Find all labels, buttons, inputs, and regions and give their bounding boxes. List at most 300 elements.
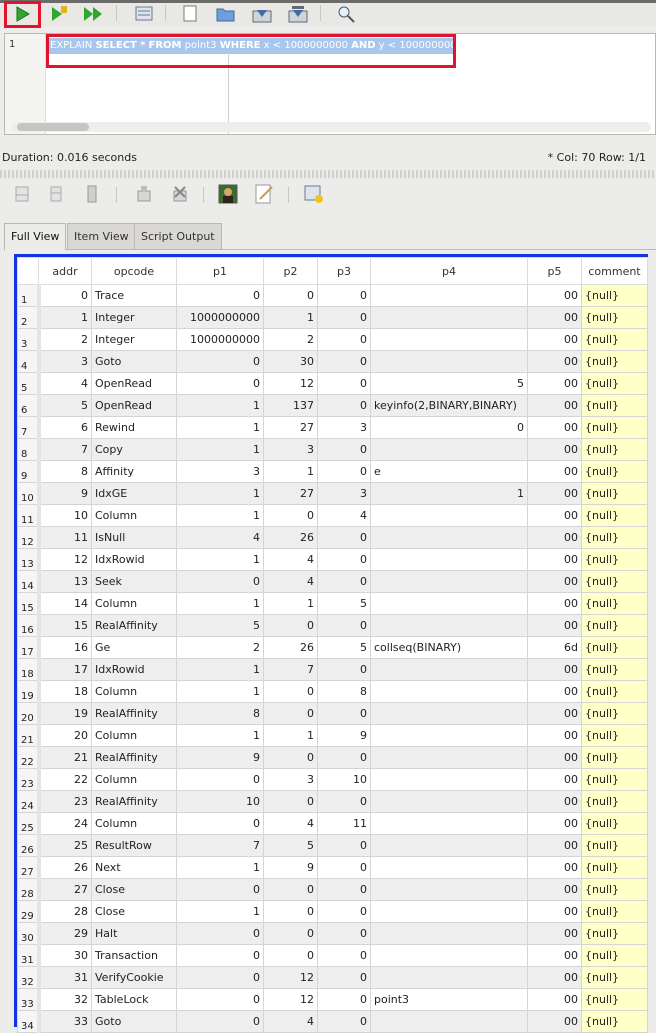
opcode-cell[interactable]: IdxRowid	[92, 659, 177, 681]
p4-cell[interactable]	[371, 615, 528, 637]
p3-cell[interactable]: 5	[318, 637, 371, 659]
addr-cell[interactable]: 9	[39, 483, 92, 505]
p2-header[interactable]: p2	[264, 258, 318, 285]
p4-cell[interactable]	[371, 791, 528, 813]
addr-cell[interactable]: 0	[39, 285, 92, 307]
p1-cell[interactable]: 4	[177, 527, 264, 549]
p5-cell[interactable]: 00	[528, 505, 582, 527]
table-row[interactable]	[18, 879, 648, 901]
p4-cell[interactable]	[371, 923, 528, 945]
p2-cell[interactable]: 3	[264, 769, 318, 791]
p1-cell[interactable]: 0	[177, 989, 264, 1011]
p5-cell[interactable]: 6d	[528, 637, 582, 659]
comment-cell[interactable]: {null}	[582, 791, 648, 813]
opcode-header[interactable]: opcode	[92, 258, 177, 285]
p1-cell[interactable]: 1	[177, 483, 264, 505]
p5-cell[interactable]: 00	[528, 703, 582, 725]
p3-cell[interactable]: 5	[318, 593, 371, 615]
addr-cell[interactable]: 13	[39, 571, 92, 593]
opcode-cell[interactable]: Column	[92, 725, 177, 747]
p1-cell[interactable]: 9	[177, 747, 264, 769]
p5-cell[interactable]: 00	[528, 395, 582, 417]
row-number[interactable]: 19	[18, 681, 39, 703]
p1-cell[interactable]: 1	[177, 549, 264, 571]
p3-cell[interactable]: 0	[318, 1011, 371, 1033]
p1-cell[interactable]: 1	[177, 505, 264, 527]
p3-cell[interactable]: 0	[318, 461, 371, 483]
p5-cell[interactable]: 00	[528, 923, 582, 945]
table-row[interactable]	[18, 571, 648, 593]
p2-cell[interactable]: 1	[264, 307, 318, 329]
tab-item-view[interactable]: Item View	[67, 223, 136, 249]
table-row[interactable]	[18, 681, 648, 703]
addr-cell[interactable]: 23	[39, 791, 92, 813]
p5-cell[interactable]: 00	[528, 945, 582, 967]
p2-cell[interactable]: 5	[264, 835, 318, 857]
p3-cell[interactable]: 3	[318, 417, 371, 439]
p4-cell[interactable]	[371, 549, 528, 571]
p5-cell[interactable]: 00	[528, 351, 582, 373]
p2-cell[interactable]: 0	[264, 703, 318, 725]
p5-header[interactable]: p5	[528, 258, 582, 285]
row-number[interactable]: 14	[18, 571, 39, 593]
row-number[interactable]: 18	[18, 659, 39, 681]
table-row[interactable]	[18, 549, 648, 571]
comment-cell[interactable]: {null}	[582, 901, 648, 923]
p3-cell[interactable]: 4	[318, 505, 371, 527]
p4-cell[interactable]	[371, 769, 528, 791]
p2-cell[interactable]: 12	[264, 373, 318, 395]
p1-cell[interactable]: 0	[177, 571, 264, 593]
p4-cell[interactable]: keyinfo(2,BINARY,BINARY)	[371, 395, 528, 417]
addr-cell[interactable]: 1	[39, 307, 92, 329]
p1-cell[interactable]: 0	[177, 769, 264, 791]
addr-cell[interactable]: 21	[39, 747, 92, 769]
addr-cell[interactable]: 29	[39, 923, 92, 945]
comment-cell[interactable]: {null}	[582, 593, 648, 615]
opcode-cell[interactable]: TableLock	[92, 989, 177, 1011]
p2-cell[interactable]: 26	[264, 527, 318, 549]
tab-script-output[interactable]: Script Output	[134, 223, 222, 249]
comment-cell[interactable]: {null}	[582, 615, 648, 637]
p5-cell[interactable]: 00	[528, 615, 582, 637]
addr-cell[interactable]: 20	[39, 725, 92, 747]
row-number[interactable]: 29	[18, 901, 39, 923]
p5-cell[interactable]: 00	[528, 989, 582, 1011]
comment-cell[interactable]: {null}	[582, 945, 648, 967]
p4-cell[interactable]	[371, 439, 528, 461]
p1-cell[interactable]: 0	[177, 923, 264, 945]
comment-cell[interactable]: {null}	[582, 351, 648, 373]
comment-cell[interactable]: {null}	[582, 571, 648, 593]
p2-cell[interactable]: 26	[264, 637, 318, 659]
opcode-cell[interactable]: Halt	[92, 923, 177, 945]
p5-cell[interactable]: 00	[528, 439, 582, 461]
p3-header[interactable]: p3	[318, 258, 371, 285]
p1-cell[interactable]: 5	[177, 615, 264, 637]
comment-cell[interactable]: {null}	[582, 637, 648, 659]
row-number[interactable]: 6	[18, 395, 39, 417]
find-icon[interactable]	[334, 3, 358, 25]
table-row[interactable]	[18, 945, 648, 967]
row-number[interactable]: 9	[18, 461, 39, 483]
opcode-cell[interactable]: OpenRead	[92, 395, 177, 417]
p1-cell[interactable]: 1	[177, 857, 264, 879]
row-number[interactable]: 11	[18, 505, 39, 527]
opcode-cell[interactable]: Goto	[92, 1011, 177, 1033]
row-number[interactable]: 1	[18, 285, 39, 307]
opcode-cell[interactable]: Copy	[92, 439, 177, 461]
p5-cell[interactable]: 00	[528, 769, 582, 791]
comment-cell[interactable]: {null}	[582, 703, 648, 725]
p4-header[interactable]: p4	[371, 258, 528, 285]
opcode-cell[interactable]: RealAffinity	[92, 615, 177, 637]
p3-cell[interactable]: 0	[318, 439, 371, 461]
table-row[interactable]	[18, 659, 648, 681]
row-number[interactable]: 30	[18, 923, 39, 945]
p5-cell[interactable]: 00	[528, 967, 582, 989]
comment-cell[interactable]: {null}	[582, 769, 648, 791]
p2-cell[interactable]: 1	[264, 725, 318, 747]
opcode-cell[interactable]: Trace	[92, 285, 177, 307]
splitter-handle[interactable]	[0, 170, 656, 178]
p3-cell[interactable]: 0	[318, 989, 371, 1011]
p3-cell[interactable]: 0	[318, 527, 371, 549]
p1-cell[interactable]: 0	[177, 1011, 264, 1033]
p5-cell[interactable]: 00	[528, 681, 582, 703]
opcode-cell[interactable]: OpenRead	[92, 373, 177, 395]
addr-cell[interactable]: 2	[39, 329, 92, 351]
addr-cell[interactable]: 33	[39, 1011, 92, 1033]
opcode-cell[interactable]: IdxGE	[92, 483, 177, 505]
p2-cell[interactable]: 1	[264, 593, 318, 615]
p4-cell[interactable]: 0	[371, 417, 528, 439]
p2-cell[interactable]: 0	[264, 945, 318, 967]
comment-cell[interactable]: {null}	[582, 681, 648, 703]
table-row[interactable]	[18, 637, 648, 659]
p3-cell[interactable]: 0	[318, 285, 371, 307]
save-icon[interactable]	[250, 3, 274, 25]
p5-cell[interactable]: 00	[528, 461, 582, 483]
run-step-icon[interactable]	[47, 3, 71, 25]
p1-cell[interactable]: 1000000000	[177, 329, 264, 351]
p1-cell[interactable]: 0	[177, 373, 264, 395]
opcode-cell[interactable]: Close	[92, 901, 177, 923]
row-insert-icon[interactable]	[10, 183, 34, 205]
comment-cell[interactable]: {null}	[582, 395, 648, 417]
table-row[interactable]	[18, 307, 648, 329]
addr-cell[interactable]: 16	[39, 637, 92, 659]
row-number[interactable]: 3	[18, 329, 39, 351]
sql-statement[interactable]: EXPLAIN SELECT * FROM point3 WHERE x < 1000000000 AND y < 1000000000;	[48, 38, 455, 54]
opcode-cell[interactable]: Affinity	[92, 461, 177, 483]
addr-cell[interactable]: 28	[39, 901, 92, 923]
p3-cell[interactable]: 0	[318, 351, 371, 373]
p5-cell[interactable]: 00	[528, 725, 582, 747]
p3-cell[interactable]: 0	[318, 307, 371, 329]
opcode-cell[interactable]: Seek	[92, 571, 177, 593]
table-row[interactable]	[18, 527, 648, 549]
p3-cell[interactable]: 0	[318, 879, 371, 901]
p4-cell[interactable]: e	[371, 461, 528, 483]
scrollbar-thumb[interactable]	[17, 123, 89, 131]
addr-cell[interactable]: 25	[39, 835, 92, 857]
p5-cell[interactable]: 00	[528, 549, 582, 571]
addr-cell[interactable]: 24	[39, 813, 92, 835]
image-view-icon[interactable]	[216, 183, 240, 205]
row-copy-icon[interactable]	[80, 183, 104, 205]
table-row[interactable]	[18, 967, 648, 989]
p1-cell[interactable]: 0	[177, 945, 264, 967]
table-row[interactable]	[18, 747, 648, 769]
row-number[interactable]: 13	[18, 549, 39, 571]
p5-cell[interactable]: 00	[528, 879, 582, 901]
p3-cell[interactable]: 11	[318, 813, 371, 835]
p2-cell[interactable]: 27	[264, 417, 318, 439]
row-number[interactable]: 16	[18, 615, 39, 637]
addr-cell[interactable]: 18	[39, 681, 92, 703]
comment-cell[interactable]: {null}	[582, 813, 648, 835]
p3-cell[interactable]: 0	[318, 747, 371, 769]
p4-cell[interactable]	[371, 879, 528, 901]
p1-cell[interactable]: 1	[177, 417, 264, 439]
p4-cell[interactable]	[371, 681, 528, 703]
p4-cell[interactable]	[371, 967, 528, 989]
p1-cell[interactable]: 8	[177, 703, 264, 725]
p1-cell[interactable]: 0	[177, 813, 264, 835]
opcode-cell[interactable]: ResultRow	[92, 835, 177, 857]
p5-cell[interactable]: 00	[528, 527, 582, 549]
row-number[interactable]: 33	[18, 989, 39, 1011]
table-row[interactable]	[18, 483, 648, 505]
addr-cell[interactable]: 31	[39, 967, 92, 989]
p4-cell[interactable]	[371, 857, 528, 879]
p3-cell[interactable]: 0	[318, 901, 371, 923]
opcode-cell[interactable]: Close	[92, 879, 177, 901]
row-number[interactable]: 31	[18, 945, 39, 967]
p3-cell[interactable]: 0	[318, 571, 371, 593]
p2-cell[interactable]: 4	[264, 571, 318, 593]
table-row[interactable]	[18, 505, 648, 527]
comment-cell[interactable]: {null}	[582, 989, 648, 1011]
p1-cell[interactable]: 0	[177, 285, 264, 307]
table-row[interactable]	[18, 857, 648, 879]
comment-cell[interactable]: {null}	[582, 307, 648, 329]
addr-cell[interactable]: 17	[39, 659, 92, 681]
addr-cell[interactable]: 8	[39, 461, 92, 483]
commit-icon[interactable]	[132, 183, 156, 205]
p2-cell[interactable]: 0	[264, 747, 318, 769]
addr-cell[interactable]: 22	[39, 769, 92, 791]
p4-cell[interactable]	[371, 725, 528, 747]
row-number[interactable]: 17	[18, 637, 39, 659]
p1-cell[interactable]: 7	[177, 835, 264, 857]
p3-cell[interactable]: 0	[318, 835, 371, 857]
p3-cell[interactable]: 0	[318, 945, 371, 967]
p3-cell[interactable]: 0	[318, 659, 371, 681]
edit-cell-icon[interactable]	[252, 183, 276, 205]
comment-cell[interactable]: {null}	[582, 527, 648, 549]
opcode-cell[interactable]: Rewind	[92, 417, 177, 439]
p2-cell[interactable]: 12	[264, 967, 318, 989]
p2-cell[interactable]: 4	[264, 1011, 318, 1033]
p2-cell[interactable]: 2	[264, 329, 318, 351]
p2-cell[interactable]: 0	[264, 901, 318, 923]
p4-cell[interactable]: point3	[371, 989, 528, 1011]
table-row[interactable]	[18, 813, 648, 835]
p5-cell[interactable]: 00	[528, 307, 582, 329]
p2-cell[interactable]: 4	[264, 813, 318, 835]
p5-cell[interactable]: 00	[528, 373, 582, 395]
explain-icon[interactable]	[132, 3, 156, 25]
p2-cell[interactable]: 30	[264, 351, 318, 373]
p2-cell[interactable]: 0	[264, 923, 318, 945]
table-row[interactable]	[18, 923, 648, 945]
table-row[interactable]	[18, 329, 648, 351]
table-row[interactable]	[18, 791, 648, 813]
p1-cell[interactable]: 0	[177, 879, 264, 901]
opcode-cell[interactable]: Ge	[92, 637, 177, 659]
p5-cell[interactable]: 00	[528, 901, 582, 923]
p4-cell[interactable]	[371, 527, 528, 549]
opcode-cell[interactable]: Integer	[92, 307, 177, 329]
p3-cell[interactable]: 8	[318, 681, 371, 703]
comment-cell[interactable]: {null}	[582, 329, 648, 351]
opcode-cell[interactable]: IdxRowid	[92, 549, 177, 571]
row-number[interactable]: 24	[18, 791, 39, 813]
p4-cell[interactable]	[371, 307, 528, 329]
opcode-cell[interactable]: Column	[92, 813, 177, 835]
p5-cell[interactable]: 00	[528, 1011, 582, 1033]
p5-cell[interactable]: 00	[528, 813, 582, 835]
opcode-cell[interactable]: RealAffinity	[92, 747, 177, 769]
p1-cell[interactable]: 1	[177, 659, 264, 681]
p1-cell[interactable]: 1	[177, 395, 264, 417]
p5-cell[interactable]: 00	[528, 857, 582, 879]
new-file-icon[interactable]	[178, 3, 202, 25]
table-row[interactable]	[18, 373, 648, 395]
p2-cell[interactable]: 0	[264, 285, 318, 307]
p1-cell[interactable]: 3	[177, 461, 264, 483]
addr-cell[interactable]: 5	[39, 395, 92, 417]
row-number[interactable]: 7	[18, 417, 39, 439]
comment-cell[interactable]: {null}	[582, 549, 648, 571]
open-file-icon[interactable]	[214, 3, 238, 25]
row-number[interactable]: 20	[18, 703, 39, 725]
p4-cell[interactable]: 1	[371, 483, 528, 505]
row-number[interactable]: 15	[18, 593, 39, 615]
p4-cell[interactable]	[371, 285, 528, 307]
p5-cell[interactable]: 00	[528, 285, 582, 307]
p4-cell[interactable]	[371, 835, 528, 857]
p4-cell[interactable]	[371, 505, 528, 527]
comment-cell[interactable]: {null}	[582, 879, 648, 901]
p5-cell[interactable]: 00	[528, 791, 582, 813]
p1-cell[interactable]: 2	[177, 637, 264, 659]
addr-header[interactable]: addr	[39, 258, 92, 285]
opcode-cell[interactable]: Goto	[92, 351, 177, 373]
row-number[interactable]: 32	[18, 967, 39, 989]
row-delete-icon[interactable]	[44, 183, 68, 205]
table-row[interactable]	[18, 593, 648, 615]
addr-cell[interactable]: 11	[39, 527, 92, 549]
p3-cell[interactable]: 0	[318, 549, 371, 571]
p2-cell[interactable]: 0	[264, 615, 318, 637]
table-row[interactable]	[18, 703, 648, 725]
row-number[interactable]: 27	[18, 857, 39, 879]
p5-cell[interactable]: 00	[528, 747, 582, 769]
opcode-cell[interactable]: IsNull	[92, 527, 177, 549]
comment-cell[interactable]: {null}	[582, 923, 648, 945]
table-row[interactable]	[18, 439, 648, 461]
table-row[interactable]	[18, 615, 648, 637]
save-as-icon[interactable]	[286, 3, 310, 25]
p5-cell[interactable]: 00	[528, 593, 582, 615]
comment-cell[interactable]: {null}	[582, 483, 648, 505]
p4-cell[interactable]	[371, 351, 528, 373]
comment-header[interactable]: comment	[582, 258, 648, 285]
addr-cell[interactable]: 15	[39, 615, 92, 637]
table-row[interactable]	[18, 835, 648, 857]
table-row[interactable]	[18, 351, 648, 373]
p2-cell[interactable]: 3	[264, 439, 318, 461]
comment-cell[interactable]: {null}	[582, 373, 648, 395]
table-row[interactable]	[18, 1011, 648, 1033]
p4-cell[interactable]: collseq(BINARY)	[371, 637, 528, 659]
p2-cell[interactable]: 7	[264, 659, 318, 681]
addr-cell[interactable]: 14	[39, 593, 92, 615]
p4-cell[interactable]	[371, 945, 528, 967]
p3-cell[interactable]: 0	[318, 703, 371, 725]
p4-cell[interactable]	[371, 659, 528, 681]
addr-cell[interactable]: 30	[39, 945, 92, 967]
table-row[interactable]	[18, 395, 648, 417]
p4-cell[interactable]	[371, 813, 528, 835]
table-row[interactable]	[18, 901, 648, 923]
table-row[interactable]	[18, 285, 648, 307]
p5-cell[interactable]: 00	[528, 329, 582, 351]
addr-cell[interactable]: 19	[39, 703, 92, 725]
rownum-header[interactable]	[18, 258, 39, 285]
p3-cell[interactable]: 0	[318, 923, 371, 945]
p3-cell[interactable]: 0	[318, 373, 371, 395]
opcode-cell[interactable]: Column	[92, 505, 177, 527]
editor-horizontal-scrollbar[interactable]	[11, 122, 651, 132]
comment-cell[interactable]: {null}	[582, 747, 648, 769]
p4-cell[interactable]	[371, 747, 528, 769]
row-number[interactable]: 34	[18, 1011, 39, 1033]
p2-cell[interactable]: 0	[264, 505, 318, 527]
p5-cell[interactable]: 00	[528, 835, 582, 857]
opcode-cell[interactable]: RealAffinity	[92, 703, 177, 725]
p3-cell[interactable]: 0	[318, 615, 371, 637]
comment-cell[interactable]: {null}	[582, 725, 648, 747]
rollback-icon[interactable]	[168, 183, 192, 205]
p3-cell[interactable]: 0	[318, 395, 371, 417]
row-number[interactable]: 5	[18, 373, 39, 395]
p4-cell[interactable]	[371, 901, 528, 923]
row-number[interactable]: 22	[18, 747, 39, 769]
p5-cell[interactable]: 00	[528, 571, 582, 593]
addr-cell[interactable]: 12	[39, 549, 92, 571]
p1-cell[interactable]: 1	[177, 681, 264, 703]
row-number[interactable]: 8	[18, 439, 39, 461]
table-row[interactable]	[18, 461, 648, 483]
p4-cell[interactable]	[371, 703, 528, 725]
p5-cell[interactable]: 00	[528, 659, 582, 681]
opcode-cell[interactable]: Transaction	[92, 945, 177, 967]
results-grid[interactable]	[14, 254, 648, 1032]
